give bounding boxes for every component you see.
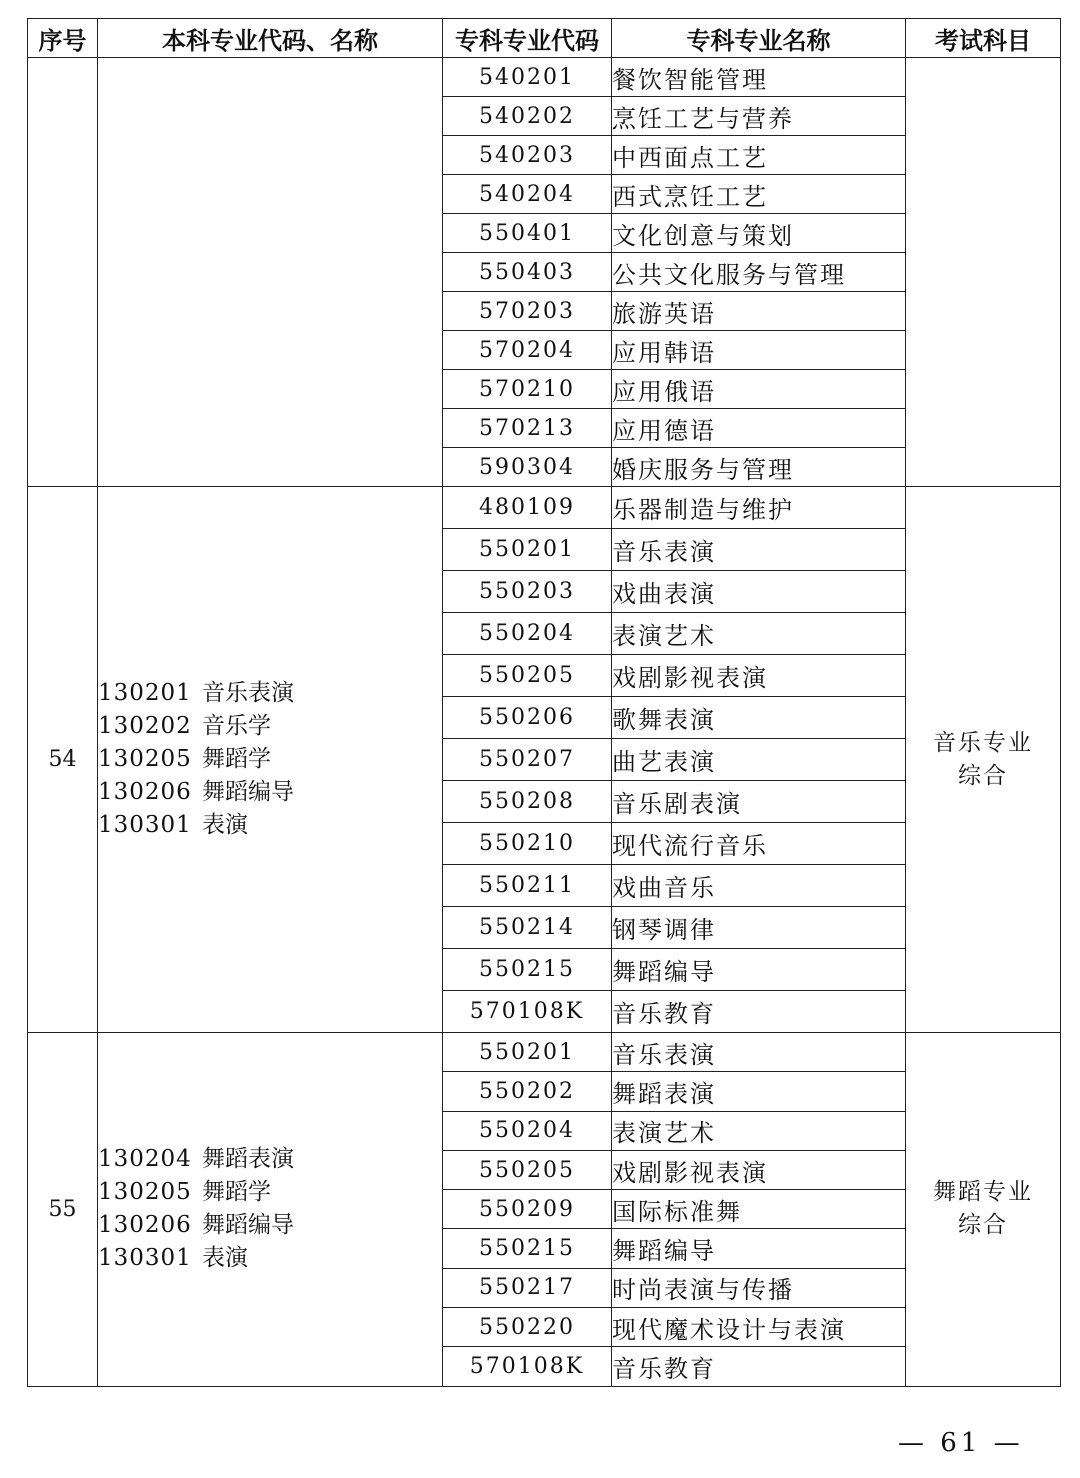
undergrad-cell [98,1033,443,1387]
vocational-code-cell: 570108K [443,991,612,1033]
vocational-name-cell: 婚庆服务与管理 [612,448,906,487]
vocational-code-cell: 590304 [443,448,612,487]
seq-cell: 54 [28,487,98,1033]
table-row [28,1033,1061,1072]
undergrad-major-name: 舞蹈学 [202,746,271,772]
vocational-name-cell: 舞蹈编导 [612,1229,906,1268]
vocational-code-cell: 550207 [443,739,612,781]
undergrad-cell [98,58,443,487]
vocational-name-cell: 戏剧影视表演 [612,655,906,697]
undergrad-cell [98,487,443,1033]
vocational-name-cell: 音乐教育 [612,991,906,1033]
table-body [28,58,1061,1387]
vocational-name-cell: 钢琴调律 [612,907,906,949]
vocational-code-cell: 550205 [443,655,612,697]
vocational-code-cell: 550210 [443,823,612,865]
vocational-name-cell: 应用德语 [612,409,906,448]
vocational-code-cell: 540204 [443,175,612,214]
vocational-code-cell: 550220 [443,1308,612,1347]
vocational-name-cell: 歌舞表演 [612,697,906,739]
undergrad-major-code: 130206 [98,1212,192,1239]
vocational-name-cell: 旅游英语 [612,292,906,331]
vocational-name-cell: 舞蹈表演 [612,1072,906,1111]
undergrad-major-name: 舞蹈编导 [202,779,294,805]
undergrad-major-name: 舞蹈表演 [202,1146,294,1173]
undergrad-major [98,1143,442,1176]
undergrad-major [98,1176,442,1209]
vocational-name-cell: 音乐表演 [612,1033,906,1072]
vocational-name-cell: 餐饮智能管理 [612,58,906,97]
vocational-code-cell: 550401 [443,214,612,253]
vocational-name-cell: 音乐剧表演 [612,781,906,823]
vocational-code-cell: 550403 [443,253,612,292]
undergrad-major-name: 音乐表演 [202,680,294,706]
undergrad-major-name: 音乐学 [202,713,271,739]
undergrad-major [98,776,442,809]
vocational-name-cell: 戏剧影视表演 [612,1150,906,1189]
vocational-name-cell: 舞蹈编导 [612,949,906,991]
vocational-name-cell: 国际标准舞 [612,1190,906,1229]
undergrad-major-code: 130205 [98,1179,192,1206]
undergrad-major-code: 130206 [98,779,192,805]
vocational-name-cell: 应用韩语 [612,331,906,370]
vocational-name-cell: 表演艺术 [612,1111,906,1150]
undergrad-major-code: 130204 [98,1146,192,1173]
vocational-code-cell: 570210 [443,370,612,409]
vocational-name-cell: 时尚表演与传播 [612,1268,906,1307]
vocational-code-cell: 550204 [443,1111,612,1150]
vocational-name-cell: 戏曲表演 [612,571,906,613]
vocational-name-cell: 公共文化服务与管理 [612,253,906,292]
exam-subject-line: 音乐专业 [933,729,1033,756]
vocational-code-cell: 480109 [443,487,612,529]
vocational-name-cell: 现代魔术设计与表演 [612,1308,906,1347]
vocational-code-cell: 550211 [443,865,612,907]
header-vocational-name: 专科专业名称 [612,19,906,58]
undergrad-major-name: 舞蹈编导 [202,1212,294,1239]
table-row [28,487,1061,529]
exam-subject-cell [906,58,1061,487]
undergrad-major-code: 130205 [98,746,192,772]
vocational-code-cell: 550204 [443,613,612,655]
undergrad-major-name: 舞蹈学 [202,1179,271,1206]
vocational-code-cell: 570213 [443,409,612,448]
exam-subject-line: 综合 [958,1212,1008,1239]
header-exam: 考试科目 [906,19,1061,58]
table-row [28,58,1061,97]
vocational-name-cell: 烹饪工艺与营养 [612,97,906,136]
seq-cell: 55 [28,1033,98,1387]
undergrad-major [98,1242,442,1275]
vocational-name-cell: 表演艺术 [612,613,906,655]
undergrad-major [98,809,442,842]
undergrad-major-name: 表演 [202,812,248,838]
vocational-code-cell: 550205 [443,1150,612,1189]
header-row [28,19,1061,58]
vocational-code-cell: 550208 [443,781,612,823]
undergrad-major-code: 130301 [98,812,192,838]
vocational-code-cell: 550217 [443,1268,612,1307]
vocational-code-cell: 570108K [443,1347,612,1386]
vocational-code-cell: 550203 [443,571,612,613]
vocational-code-cell: 550215 [443,1229,612,1268]
vocational-code-cell: 570203 [443,292,612,331]
vocational-code-cell: 550214 [443,907,612,949]
header-undergrad: 本科专业代码、名称 [98,19,443,58]
vocational-name-cell: 音乐表演 [612,529,906,571]
vocational-code-cell: 550215 [443,949,612,991]
undergrad-major [98,677,442,710]
undergrad-major [98,1209,442,1242]
undergrad-major-name: 表演 [202,1245,248,1272]
undergrad-major-code: 130301 [98,1245,192,1272]
vocational-code-cell: 540201 [443,58,612,97]
vocational-code-cell: 550206 [443,697,612,739]
vocational-name-cell: 曲艺表演 [612,739,906,781]
header-seq: 序号 [28,19,98,58]
vocational-code-cell: 550201 [443,1033,612,1072]
exam-subject-line: 综合 [958,762,1008,789]
exam-subject-cell [906,1033,1061,1387]
vocational-code-cell: 540203 [443,136,612,175]
vocational-name-cell: 戏曲音乐 [612,865,906,907]
vocational-name-cell: 应用俄语 [612,370,906,409]
undergrad-major [98,710,442,743]
vocational-code-cell: 550209 [443,1190,612,1229]
vocational-name-cell: 中西面点工艺 [612,136,906,175]
vocational-name-cell: 文化创意与策划 [612,214,906,253]
exam-subject-line: 舞蹈专业 [933,1179,1033,1206]
vocational-code-cell: 570204 [443,331,612,370]
undergrad-major-code: 130202 [98,713,192,739]
vocational-name-cell: 西式烹饪工艺 [612,175,906,214]
header-vocational-code: 专科专业代码 [443,19,612,58]
exam-subject-cell [906,487,1061,1033]
vocational-code-cell: 550202 [443,1072,612,1111]
vocational-name-cell: 音乐教育 [612,1347,906,1386]
vocational-name-cell: 乐器制造与维护 [612,487,906,529]
vocational-code-cell: 540202 [443,97,612,136]
seq-cell [28,58,98,487]
undergrad-major [98,743,442,776]
vocational-name-cell: 现代流行音乐 [612,823,906,865]
undergrad-major-code: 130201 [98,680,192,706]
page-number: — 61 — [898,1428,1024,1458]
vocational-code-cell: 550201 [443,529,612,571]
major-table [27,18,1061,1387]
